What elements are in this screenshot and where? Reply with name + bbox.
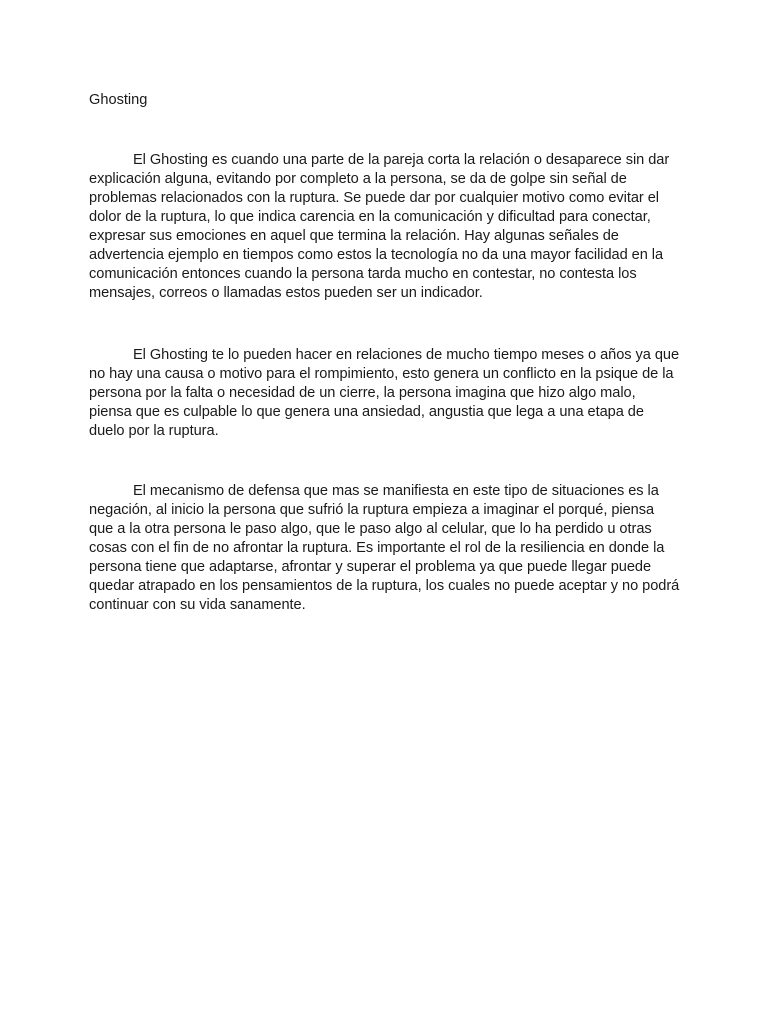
paragraph-3: El mecanismo de defensa que mas se manifiesta en este tipo de situaciones es la negación, al inicio la persona que sufrió la ruptura empieza a imaginar el porqué, piensa que a la otra persona le paso algo, que le paso algo al celular, que lo ha perdido u otras cosas con el fin de no afrontar la ruptura. Es importante el rol de la resiliencia en donde la persona tiene que adaptarse, afrontar y superar el problema ya que puede llegar puede quedar atrapado en los pensamientos de la ruptura, los cuales no puede aceptar y no podrá continuar con su vida sanamente. xyxy=(89,483,680,613)
document-title: Ghosting xyxy=(89,92,148,108)
paragraph-2: El Ghosting te lo pueden hacer en relaciones de mucho tiempo meses o años ya que no hay una causa o motivo para el rompimiento, esto genera un conflicto en la psique de la persona por la falta o necesidad de un cierre, la persona imagina que hizo algo malo, piensa que es culpable lo que genera una ansiedad, angustia que lega a una etapa de duelo por la ruptura. xyxy=(89,347,680,439)
paragraph-1: El Ghosting es cuando una parte de la pareja corta la relación o desaparece sin dar explicación alguna, evitando por completo a la persona, se da de golpe sin señal de problemas relacionados con la ruptura. Se puede dar por cualquier motivo como evitar el dolor de la ruptura, lo que indica carencia en la comunicación y dificultad para conectar, expresar sus emociones en aquel que termina la relación. Hay algunas señales de advertencia ejemplo en tiempos como estos la tecnología no da una mayor facilidad en la comunicación entonces cuando la persona tarda mucho en contestar, no contesta los mensajes, correos o llamadas estos pueden ser un indicador. xyxy=(89,152,670,301)
